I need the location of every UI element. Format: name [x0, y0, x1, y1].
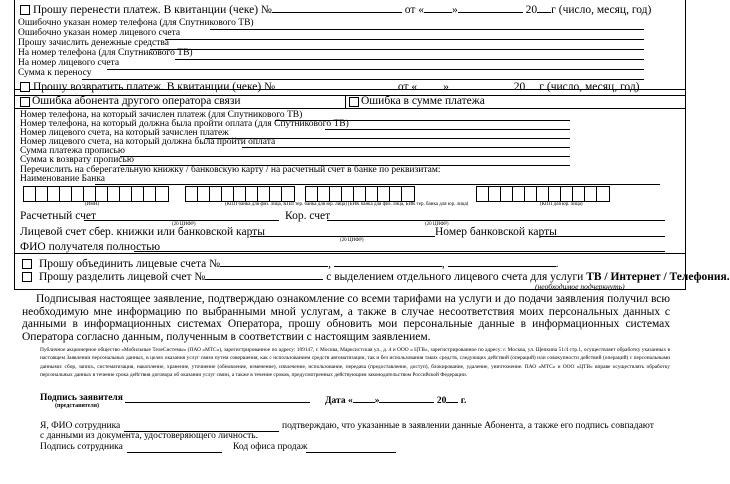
legal-text: Публичное акционерное общество «Мобильные ТелеСистемы» (ПАО «МТС»), зарегистрированное по адресу: 109147, г. Москва, Марксистская ул., д. 4 и ООО « ЦТВ», зарегистрированное по адресу: г. Москва, ул. Щепкина 51/4 стр.1, осуществляет обработку указанных в настоящем Заявлении персональных данных, в целях оказания услуг связи путем совершения, как с использованием средств автоматизации, так и без использования таких средств, следующих действий (операций) или совокупности действий (операций) с персональными данными: сбор, запись, систематизация, накопление, хранение, уточнение (обновление, изменение), извлечение, использование, передача (предоставление, доступ), блокирование, удаление, уничтожение. ПАО «МТС» и ООО «ЦТВ» вправе осуществлять обработку персональных данных в течение срока действия договора об оказании услуг связи, а также в течение сроков, предусмотренных действующим законодательством Российской Федерации.: [40, 347, 670, 379]
employee-confirm: подтверждаю, что указанные в заявлении данные Абонента, а также его подпись совпадают: [282, 421, 654, 431]
error-amount-label: Ошибка в сумме платежа: [361, 95, 485, 107]
settlement-caption: (20 ЦИФР): [172, 222, 196, 227]
transfer-row: На номер телефона (для Спутникового ТВ): [18, 48, 193, 58]
kpp-grid[interactable]: [185, 186, 295, 202]
refund-checkbox[interactable]: [20, 82, 30, 92]
transfer-row: На номер лицевого счета: [18, 58, 120, 68]
card-number-label: Номер банковской карты: [435, 226, 557, 238]
transfer-row: Ошибочно указан номер телефона (для Спутникового ТВ): [18, 18, 254, 28]
personal-account-label: Лицевой счет сбер. книжки или банковской карты: [20, 226, 265, 238]
settlement-account-label: Расчетный счет: [20, 210, 96, 222]
combine-label: Прошу объединить лицевые счета № , , .: [39, 258, 559, 270]
refund-row: Перечислить на сберегательную книжку / банковскую карту / на расчетный счет в банке по реквизитам:: [20, 165, 441, 175]
employee-fio-label: Я, ФИО сотрудника: [40, 421, 121, 431]
refund-row: Номер лицевого счета, на который зачислен платеж: [20, 128, 229, 138]
transfer-checkbox[interactable]: [20, 5, 30, 15]
services-options: ТВ / Интернет / Телефония.: [586, 271, 730, 283]
kpp2-grid[interactable]: [476, 186, 610, 202]
employee-confirm-2: с данными из документа, удостоверяющего личность.: [40, 431, 259, 441]
split-label: Прошу разделить лицевой счет № с выделением отдельного лицевого счета для услуги ТВ / Интернет / Телефония.: [39, 271, 730, 283]
refund-row: Номер телефона, на который должна была пройти оплата (для Спутникового ТВ): [20, 119, 349, 129]
consent-text: Подписывая настоящее заявление, подтверждаю ознакомление со всеми тарифами на услуги и до подачи заявления получил всю необходимую мне информацию по выбранными мной услугам, а также в случае несоответствия моих персональных данных с данными в информационных системах Оператора, прошу обновить мои персональные данные в информационных системах Оператора согласно данным, полученным в соответствии с настоящим заявлением.: [22, 293, 670, 343]
transfer-row: Сумма к переносу: [18, 68, 92, 78]
signature-date: Дата « » 20 г.: [325, 393, 466, 406]
representative-label: (представителя): [55, 403, 100, 409]
inn-caption: (ИНН): [85, 202, 100, 207]
bank-name-label: Наименование Банка: [20, 174, 106, 184]
error-other-operator-label: Ошибка абонента другого оператора связи: [32, 95, 241, 107]
kpp-caption: (КПП банка для физ. лица, КПП тер. банка для юр. лица): [225, 202, 347, 207]
error-other-operator-checkbox[interactable]: [20, 97, 30, 107]
employee-signature-label: Подпись сотрудника: [40, 442, 123, 452]
recipient-label: ФИО получателя полностью: [20, 241, 161, 253]
transfer-row: Прошу зачислить денежные средства: [18, 38, 169, 48]
refund-row: Сумма платежа прописью: [20, 146, 125, 156]
transfer-title: Прошу перенести платеж. В квитанции (чеке) № от « » 20 г (число, месяц, год): [33, 4, 652, 16]
refund-row: Номер лицевого счета, на который должна была пройти оплата: [20, 137, 276, 147]
refund-title: Прошу возвратить платеж. В квитанции (чеке) № от « » 20 г (число, месяц, год): [33, 81, 640, 93]
refund-row: Номер телефона, на который зачислен платеж (для Спутникового ТВ): [20, 110, 303, 120]
services-hint: (необходимое подчеркнуть): [535, 282, 625, 291]
corr-caption: (20 ЦИФР): [425, 222, 449, 227]
corr-account-label: Кор. счет: [285, 210, 331, 222]
inn-grid[interactable]: [23, 186, 169, 202]
personal-caption: (20 ЦИФР): [340, 238, 364, 243]
transfer-row: Ошибочно указан номер лицевого счета: [18, 28, 181, 38]
error-amount-checkbox[interactable]: [349, 97, 359, 107]
bik-caption: (БИК банка для физ. лица, БИК тер. банка для юр. лица): [348, 202, 469, 207]
applicant-signature-label: Подпись заявителя: [40, 393, 123, 403]
split-checkbox[interactable]: [22, 272, 32, 282]
sales-office-label: Код офиса продаж: [233, 442, 308, 452]
refund-row: Сумма к возврату прописью: [20, 155, 134, 165]
bik-grid[interactable]: [305, 186, 415, 202]
kpp2-caption: (КПП для юр. лица): [540, 202, 583, 207]
combine-checkbox[interactable]: [22, 259, 32, 269]
